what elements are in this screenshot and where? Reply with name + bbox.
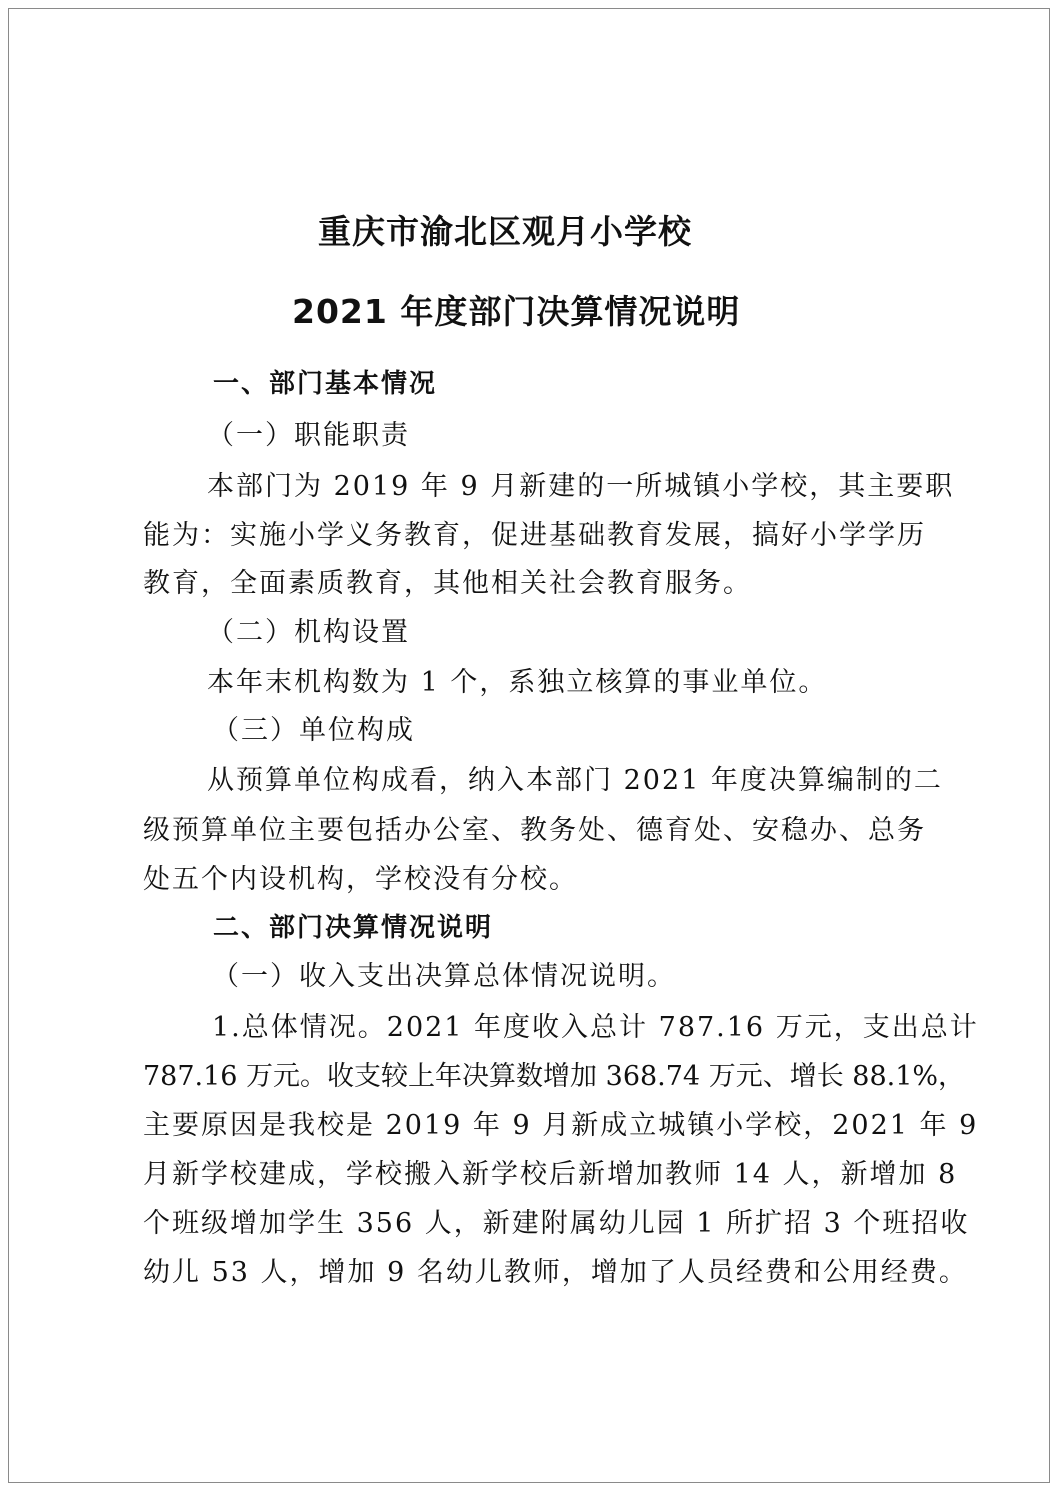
section1-sub3-line: 级预算单位主要包括办公室、教务处、德育处、安稳办、总务 [143,815,926,846]
section1-sub1-line: 教育，全面素质教育，其他相关社会教育服务。 [143,568,752,599]
document-title-line2: 2021 年度部门决算情况说明 [292,292,741,331]
section1-sub3-line: 从预算单位构成看，纳入本部门 2021 年度决算编制的二 [207,765,943,796]
section2-sub1-heading: （一）收入支出决算总体情况说明。 [212,961,676,992]
section1-sub1-heading: （一）职能职责 [207,420,410,451]
section1-sub1-line: 能为：实施小学义务教育，促进基础教育发展，搞好小学学历 [143,520,926,551]
section2-sub1-line: 787.16 万元。收支较上年决算数增加 368.74 万元、增长 88.1%， [143,1061,966,1092]
section2-sub1-line: 1.总体情况。2021 年度收入总计 787.16 万元，支出总计 [212,1012,979,1043]
section2-sub1-line: 个班级增加学生 356 人，新建附属幼儿园 1 所扩招 3 个班招收 [143,1208,970,1239]
section1-sub1-line: 本部门为 2019 年 9 月新建的一所城镇小学校，其主要职 [207,471,955,502]
section2-sub1-line: 主要原因是我校是 2019 年 9 月新成立城镇小学校，2021 年 9 [143,1110,979,1141]
section2-heading: 二、部门决算情况说明 [213,913,494,943]
document-title-line1: 重庆市渝北区观月小学校 [318,212,692,251]
section1-sub3-line: 处五个内设机构，学校没有分校。 [143,864,578,895]
section1-sub2-heading: （二）机构设置 [207,617,410,648]
section2-sub1-line: 月新学校建成，学校搬入新学校后新增加教师 14 人，新增加 8 [143,1159,958,1190]
section1-sub3-heading: （三）单位构成 [212,715,415,746]
section2-sub1-line: 幼儿 53 人，增加 9 名幼儿教师，增加了人员经费和公用经费。 [143,1257,968,1288]
section1-heading: 一、部门基本情况 [213,369,438,399]
section1-sub2-line: 本年末机构数为 1 个，系独立核算的事业单位。 [207,667,828,698]
